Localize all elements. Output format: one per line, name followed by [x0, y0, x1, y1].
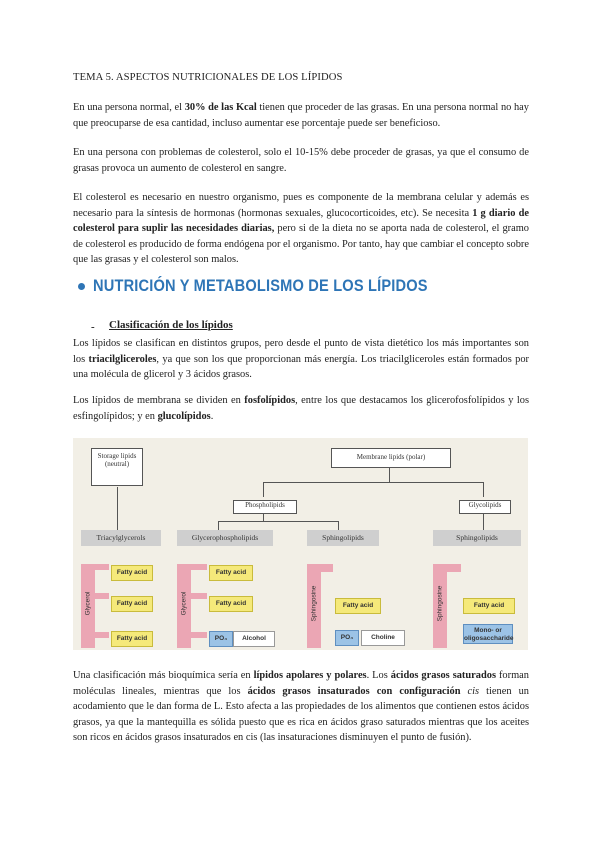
section-heading: NUTRICIÓN Y METABOLISMO DE LOS LÍPIDOS — [93, 276, 428, 295]
membrane-lipids-box: Membrane lipids (polar) — [331, 448, 451, 468]
lipid-classification-figure — [73, 438, 528, 650]
glycerol-backbone-top — [81, 564, 109, 570]
glycerol-backbone-low — [81, 632, 109, 638]
sphingosine-backbone-top — [307, 564, 333, 572]
connector-line — [389, 467, 390, 482]
connector-line — [263, 482, 483, 483]
sphingolipids-label-2: Sphingolipids — [433, 530, 521, 546]
sphingosine-label: Sphingosine — [310, 585, 318, 622]
triacylglycerols-label: Triacylglycerols — [81, 530, 161, 546]
connector-line — [263, 482, 264, 497]
glycerol-backbone-low — [177, 632, 207, 638]
fatty-acid-block: Fatty acid — [111, 631, 153, 647]
choline-block: Choline — [361, 630, 405, 646]
connector-line — [218, 521, 219, 530]
paragraph-kcal: En una persona normal, el 30% de las Kcal tienen que proceder de las grasas. En una persona normal no hay que preocuparse de esa cantidad, incluso aumentar ese porcentaje puede ser beneficioso. — [73, 102, 529, 129]
alcohol-block: Alcohol — [233, 631, 275, 647]
phosphate-block: PO₄ — [209, 631, 233, 647]
connector-line — [338, 521, 339, 530]
fatty-acid-block: Fatty acid — [111, 596, 153, 612]
sphingosine-label: Sphingosine — [436, 585, 444, 622]
connector-line — [263, 513, 264, 521]
fatty-acid-block: Fatty acid — [111, 565, 153, 581]
connector-line — [117, 487, 118, 530]
connector-line — [218, 521, 338, 522]
connector-line — [483, 482, 484, 497]
paragraph-clasificacion-bioquimica: Una clasificación más bioquímica sería en lípidos apolares y polares. Los ácidos grasos saturados forman moléculas lineales, mientras que los ácidos grasos insaturados con configuración cis tienen un acodamiento que le dan forma de L. Esto afecta a las propiedades de los alimentos que contienen estos ácidos grasos, ya que la mantequilla es sólida puesto que es rica en ácidos graso saturados mientras que los aceites son ricos en ácidos grasos insaturados en cis (las insaturaciones disminuyen el punto de fusión). — [73, 670, 529, 743]
subsection-heading: Clasificación de los lípidos — [109, 319, 233, 331]
paragraph-clasificacion: Los lípidos se clasifican en distintos grupos, pero desde el punto de vista dietético los más importantes son los triacilgliceroles, ya que son los que proporcionan más energía. Los triacilgliceroles están formados por una molécula de glicerol y 3 ácidos grasos. — [73, 338, 529, 380]
fatty-acid-block: Fatty acid — [463, 598, 515, 614]
fatty-acid-block: Fatty acid — [209, 596, 253, 612]
paragraph-membrana: Los lípidos de membrana se dividen en fosfolípidos, entre los que destacamos los glicerofosfolípidos y los esfingolípidos; y en glucolípidos. — [73, 395, 530, 422]
storage-lipids-box: Storage lipids (neutral) — [91, 448, 143, 486]
paragraph-colesterol-necesario: El colesterol es necesario en nuestro organismo, pues es componente de la membrana celular y además es necesario para la síntesis de hormonas (hormonas sexuales, glucocorticoides, etc). Se necesita 1 g diario de colesterol para suplir las necesidades diarias, pero si de la dieta no se aporta nada de colesterol, el gramo de colesterol es producido de forma endógena por el organismo. Por tanto, hay que cambiar el concepto sobre que las grasas y el colesterol son malos. — [73, 192, 530, 265]
sphingolipids-label: Sphingolipids — [307, 530, 379, 546]
phospholipids-box: Phospholipids — [233, 500, 297, 514]
sphingosine-backbone-top — [433, 564, 461, 572]
fatty-acid-block: Fatty acid — [335, 598, 381, 614]
document-title: TEMA 5. ASPECTOS NUTRICIONALES DE LOS LÍPIDOS — [73, 72, 343, 83]
glycerophospholipids-label: Glycerophospholipids — [177, 530, 273, 546]
bullet-icon — [78, 283, 85, 290]
fatty-acid-block: Fatty acid — [209, 565, 253, 581]
phosphate-block: PO₄ — [335, 630, 359, 646]
glycerol-label: Glycerol — [180, 591, 188, 616]
subheading-dash: - — [91, 321, 95, 333]
connector-line — [483, 513, 484, 530]
glycerol-label: Glycerol — [84, 591, 92, 616]
glycolipids-box: Glycolipids — [459, 500, 511, 514]
saccharide-block: Mono- or oligosaccharide — [463, 624, 513, 644]
paragraph-colesterol-problemas: En una persona con problemas de colesterol, solo el 10-15% debe proceder de grasas, ya que el consumo de grasas provoca un aumento de colesterol en sangre. — [73, 147, 529, 174]
glycerol-backbone-top — [177, 564, 207, 570]
